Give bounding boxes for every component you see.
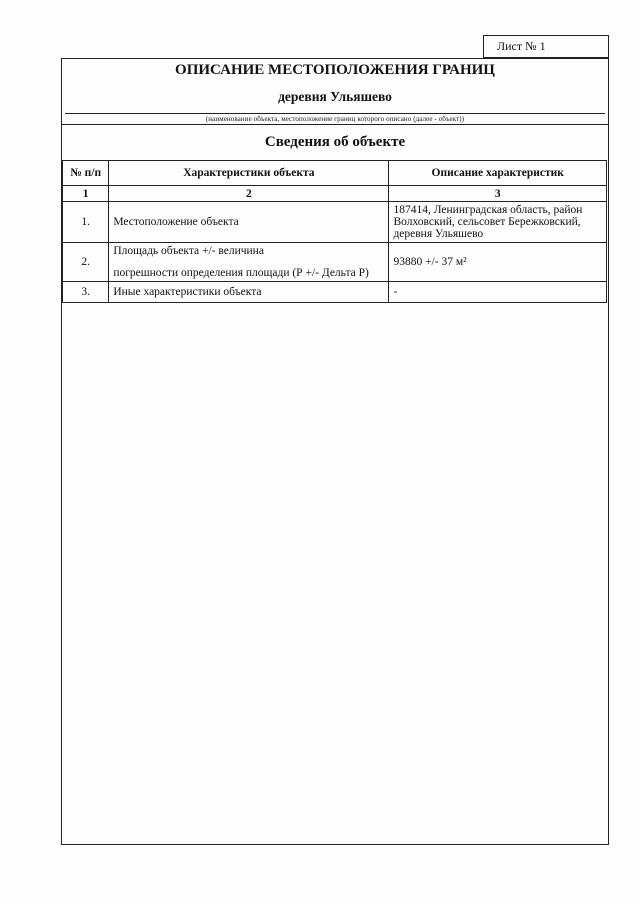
row-number: 3. <box>63 282 109 303</box>
row-characteristic: Местоположение объекта <box>109 202 389 243</box>
row-number: 1. <box>63 202 109 243</box>
object-name-caption: (наименование объекта, местоположение границ которого описано (далее - объект)) <box>205 115 465 123</box>
description-line: 187414, Ленинградская область, район <box>393 204 583 216</box>
section-title: Сведения об объекте <box>264 134 406 150</box>
column-number: 2 <box>109 186 389 202</box>
table-row <box>63 243 607 282</box>
description-line: Волховский, сельсовет Бережковский, <box>393 216 581 228</box>
row-description: - <box>389 282 607 303</box>
column-number-row <box>63 186 607 202</box>
table-row <box>63 282 607 303</box>
column-header-number: № п/п <box>63 161 109 186</box>
document-frame <box>61 58 609 845</box>
object-info-table <box>62 160 607 303</box>
row-number: 2. <box>63 243 109 282</box>
table-header-row <box>63 161 607 186</box>
caption-divider <box>65 113 605 114</box>
sheet-number-box <box>483 35 609 58</box>
sheet-number: Лист № 1 <box>497 39 546 53</box>
document-title: ОПИСАНИЕ МЕСТОПОЛОЖЕНИЯ ГРАНИЦ <box>175 62 495 78</box>
row-description <box>389 202 607 243</box>
table-row <box>63 202 607 243</box>
document-header <box>62 59 608 125</box>
column-header-description: Описание характеристик <box>389 161 607 186</box>
column-header-characteristic: Характеристики объекта <box>109 161 389 186</box>
column-number: 3 <box>389 186 607 202</box>
object-name: деревня Ульяшево <box>278 89 392 104</box>
row-description: 93880 +/- 37 м² <box>389 243 607 282</box>
row-characteristic: Иные характеристики объекта <box>109 282 389 303</box>
characteristic-line: погрешности определения площади (Р +/- Дельта Р) <box>113 267 369 279</box>
characteristic-line: Площадь объекта +/- величина <box>113 245 264 257</box>
row-characteristic <box>109 243 389 282</box>
description-line: деревня Ульяшево <box>393 228 484 240</box>
column-number: 1 <box>63 186 109 202</box>
